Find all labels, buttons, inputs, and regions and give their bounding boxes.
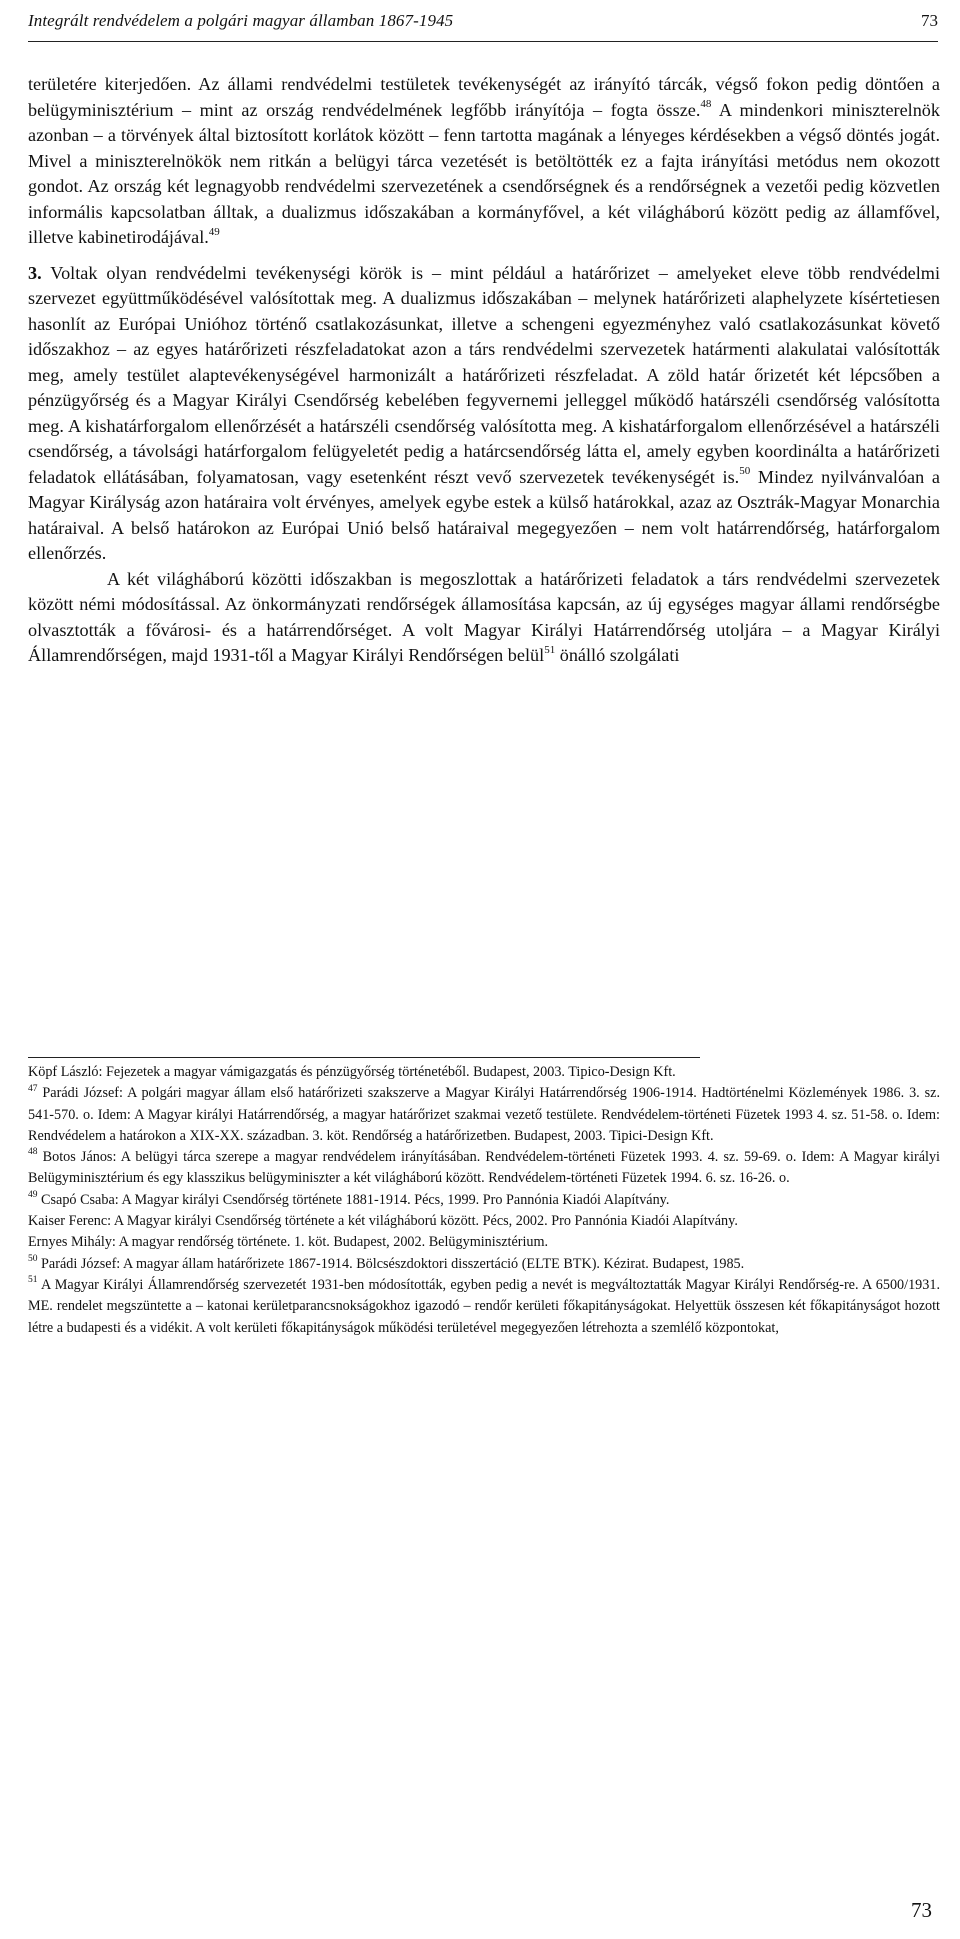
footnote: $^{50}$ Parádi József: A magyar állam határőrizete 1867-1914. Bölcsészdoktori disszertáció (ELTE BTK). Kézirat. Budapest, 1985.: [28, 1253, 745, 1272]
footnote-separator: [28, 1057, 700, 1058]
footnote: $^{48}$ Botos János: A belügyi tárca szerepe a magyar rendvédelem irányításában. Rendvédelem-történeti Füzetek 1993. 4. sz. 59-69. o. Idem: A Magyar királyi Belügyminisztérium és egy klasszikus belügyminiszter a két világháború között. Rendvédelem-történeti Füzetek 1994. 6. sz. 16-26. o.: [28, 1147, 940, 1187]
footnote: Ernyes Mihály: A magyar rendőrség története. 1. köt. Budapest, 2002. Belügyminisztérium.: [28, 1234, 549, 1251]
section-number: 3.: [28, 262, 42, 283]
paragraph: területére kiterjedően. Az állami rendvédelmi testületek tevékenységét az irányító tárcák, végső fokon pedig döntően a belügyminisztérium – mint az ország rendvédelmének legfőbb irányítója – fogta össze.$^{48}$ A mindenkori miniszterelnök azonban – a törvények által biztosított korlátok között – fenn tartotta magának a lényeges kérdésekben a végső döntés jogát. Mivel a miniszterelnökök nem ritkán a belügyi tárca vezetését is betöltötték ez a fajta irányítási metódus nem okozott gondot. Az ország két legnagyobb rendvédelmi szervezetének a csendőrségnek és a rendőrségnek a vezetői pedig közvetlen informális kapcsolatban álltak, a dualizmus időszakában a kormányfővel, a két világháború között pedig az államfővel, illetve kabinetirodájával.$^{49}$: [28, 74, 940, 247]
footnote: $^{47}$ Parádi József: A polgári magyar állam első határőrizeti szakszerve a Magyar Királyi Határrendőrség 1906-1914. Hadtörténelmi Közlemények 1986. 3. sz. 541-570. o. Idem: A Magyar királyi Határrendőrség, a magyar határőrizet szakmai vezető testülete. Rendvédelem-történeti Füzetek 1993 4. sz. 51-58. o. Idem: Rendvédelem a határokon a XIX-XX. században. 3. köt. Rendőrség a határőrizetben. Budapest, 2003. Tipici-Design Kft.: [28, 1083, 940, 1144]
footnote: $^{51}$ A Magyar Királyi Államrendőrség szervezetét 1931-ben módosították, egyben pedig a nevét is megváltoztatták Magyar Királyi Rendőrség-re. A 6500/1931. ME. rendelet megszüntette a – katonai kerületparancsnokságokhoz igazodó – rendőr kerületi főkapitányságokat. Helyettük összesen két főkapitányságot hozott létre a budapesti és a vidékit. A volt kerületi főkapitányságok működési területével megegyezően létrehozta a szemlélő központokat,: [28, 1275, 940, 1336]
footnote-ref: 49: [208, 225, 220, 238]
footnote: Köpf László: Fejezetek a magyar vámigazgatás és pénzügyőrség történetéből. Budapest, 2003. Tipico-Design Kft.: [28, 1064, 676, 1080]
footnote-ref: 51: [544, 643, 556, 656]
footnote: Kaiser Ferenc: A Magyar királyi Csendőrség története a két világháború között. Pécs, 2002. Pro Pannónia Kiadói Alapítvány.: [28, 1213, 738, 1230]
footnote-ref: 50: [739, 465, 751, 478]
footnote-ref: 48: [700, 98, 712, 111]
main-text: [28, 72, 940, 669]
running-header: [28, 9, 938, 42]
paragraph: A két világháború közötti időszakban is megoszlottak a határőrizeti feladatok a társ rendvédelmi szervezetek között némi módosítással. Az önkormányzati rendőrségek államosítása kapcsán, az új egységes magyar állami rendőrségbe olvasztották a fővárosi- és a határrendőrséget. A volt Magyar Királyi Határrendőrség utoljára – a Magyar Királyi Államrendőrségen, majd 1931-től a Magyar Királyi Rendőrségen belül$^{51}$ önálló szolgálati: [28, 568, 940, 665]
header-page-number: 73: [921, 11, 938, 30]
running-title: Integrált rendvédelem a polgári magyar államban 1867-1945: [28, 11, 454, 30]
footer-page-number: 73: [911, 1898, 932, 1922]
footnotes: [28, 1062, 940, 1339]
paragraph: 3. Voltak olyan rendvédelmi tevékenységi körök is – mint például a határőrizet – amelyeket eleve több rendvédelmi szervezet együttműködésével valósítottak meg. A dualizmus időszakában – melynek határőrizeti alaphelyzete kísértetiesen hasonlít az Európai Unióhoz történő csatlakozásunkat, illetve a schengeni egyezményhez való csatlakozásunkat követő időszakhoz – az egyes határőrizeti részfeladatokat azon a társ rendvédelmi szervezetek határmenti alakulatai valósították meg, amely testület alaptevékenységével harmonizált a határőrizeti részfeladat. A zöld határ őrizetét két lépcsőben a pénzügyőrség és a Magyar Királyi Csendőrség kebelében fegyvernemi jelleggel működő határszéli csendőrség valósította meg. A kishatárforgalom ellenőrzését a határszéli csendőrség valósította meg. A kishatárforgalom ellenőrzésével a határszéli csendőrség, a távolsági határforgalom felügyeletét pedig a határcsendőrség látta el, amely egyben koordinálta a határőrizeti feladatok ellátásában, folyamatosan, vagy esetenként részt vevő szervezetek tevékenységét is.$^{50}$ Mindez nyilvánvalóan a Magyar Királyság azon határaira volt érvényes, amelyek egybe estek a külső határokkal, azaz az Osztrák-Magyar Monarchia határaival. A belső határokon az Európai Unió belső határaival megegyezően – nem volt határrendőrség, határforgalom ellenőrzés.: [28, 262, 940, 563]
footnote: $^{49}$ Csapó Csaba: A Magyar királyi Csendőrség története 1881-1914. Pécs, 1999. Pro Pannónia Kiadói Alapítvány.: [28, 1190, 670, 1208]
